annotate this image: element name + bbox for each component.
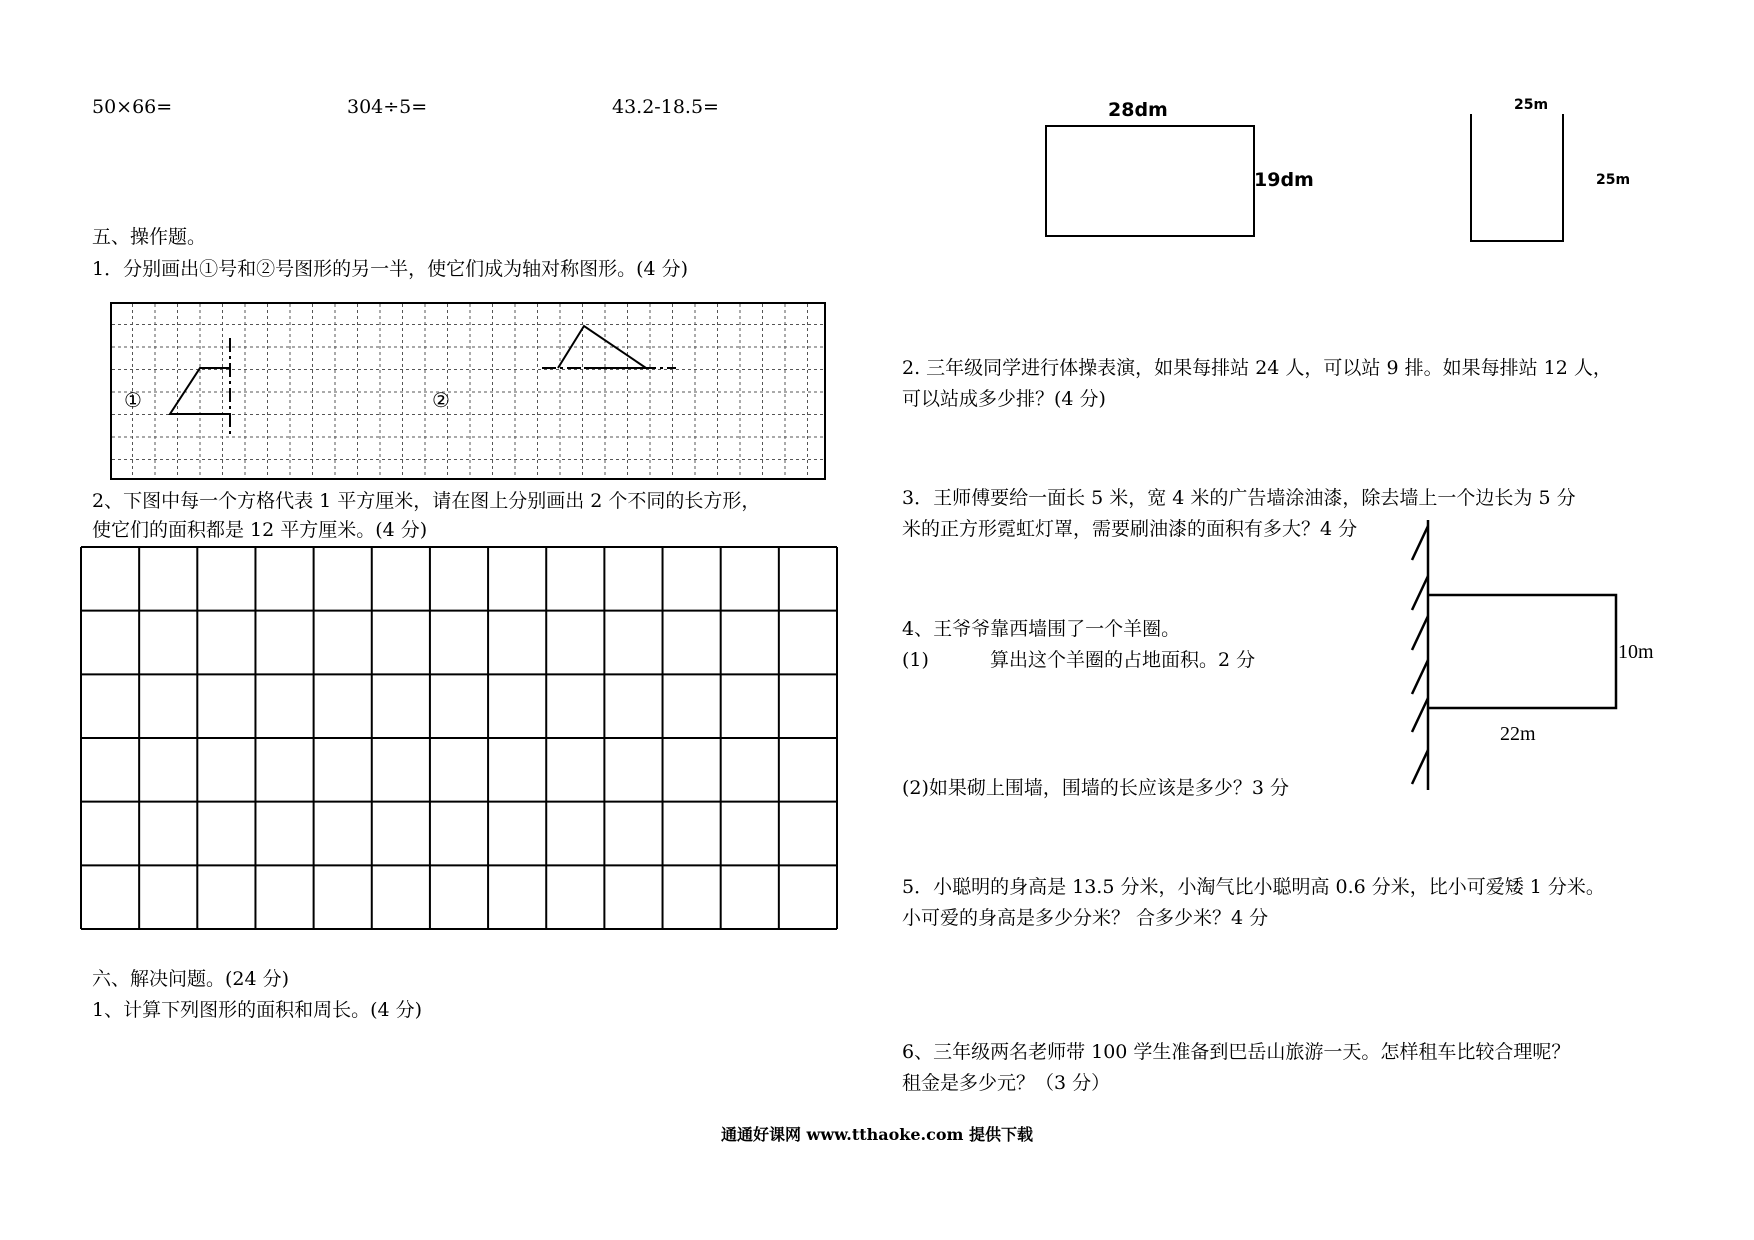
figure-mark-1: ①	[124, 388, 142, 412]
section5-q2-line1: 2、下图中每一个方格代表 1 平方厘米，请在图上分别画出 2 个不同的长方形，	[92, 490, 761, 512]
section5-title: 五、操作题。	[92, 226, 207, 248]
symmetry-grid	[110, 302, 826, 480]
section6-q6-line1: 6、三年级两名老师带 100 学生准备到巴岳山旅游一天。怎样租车比较合理呢？	[902, 1041, 1571, 1063]
section6-title: 六、解决问题。(24 分)	[92, 968, 290, 990]
section6-q4-sub1: 算出这个羊圈的占地面积。2 分	[990, 649, 1256, 671]
section5-q2-line2: 使它们的面积都是 12 平方厘米。(4 分)	[92, 519, 428, 541]
section6-q4-sub2: (2)如果砌上围墙，围墙的长应该是多少？3 分	[902, 777, 1290, 799]
arithmetic-3: 43.2-18.5=	[612, 96, 719, 118]
square-side-label: 25m	[1596, 172, 1631, 188]
square-top-label: 25m	[1514, 97, 1549, 113]
section6-q6-line2: 租金是多少元？（3 分）	[902, 1072, 1111, 1094]
pen-width-label: 22m	[1500, 723, 1536, 745]
section6-q3-line1: 3．王师傅要给一面长 5 米，宽 4 米的广告墙涂油漆，除去墙上一个边长为 5 分	[902, 487, 1576, 509]
section6-q4: 4、王爷爷靠西墙围了一个羊圈。	[902, 618, 1181, 640]
area-grid	[80, 546, 840, 930]
section6-q5-line2: 小可爱的身高是多少分米？ 合多少米？4 分	[902, 907, 1269, 929]
rectangle-shape	[1045, 125, 1255, 237]
section6-q2-line2: 可以站成多少排？(4 分)	[902, 388, 1106, 410]
figure-mark-2: ②	[432, 388, 450, 412]
section6-q5-line1: 5．小聪明的身高是 13.5 分米，小淘气比小聪明高 0.6 分米，比小可爱矮 1 分米。	[902, 876, 1605, 898]
section6-q3-line2: 米的正方形霓虹灯罩，需要刷油漆的面积有多大？4 分	[902, 518, 1358, 540]
section6-q1: 1、计算下列图形的面积和周长。(4 分)	[92, 999, 423, 1021]
arithmetic-1: 50×66=	[92, 96, 173, 118]
arithmetic-2: 304÷5=	[347, 96, 428, 118]
footer-text: 通通好课网 www.tthaoke.com 提供下载	[720, 1125, 1034, 1144]
square-shape	[1470, 114, 1564, 242]
section6-q2-line1: 2. 三年级同学进行体操表演，如果每排站 24 人，可以站 9 排。如果每排站 12 人，	[902, 357, 1612, 379]
pen-height-label: 10m	[1618, 641, 1654, 663]
rectangle-width-label: 19dm	[1254, 169, 1314, 191]
sheep-pen-diagram	[1408, 520, 1618, 792]
section6-q4-sub1-number: (1)	[902, 649, 929, 671]
section5-q1: 1．分别画出①号和②号图形的另一半，使它们成为轴对称图形。(4 分)	[92, 258, 689, 280]
rectangle-length-label: 28dm	[1108, 99, 1168, 121]
